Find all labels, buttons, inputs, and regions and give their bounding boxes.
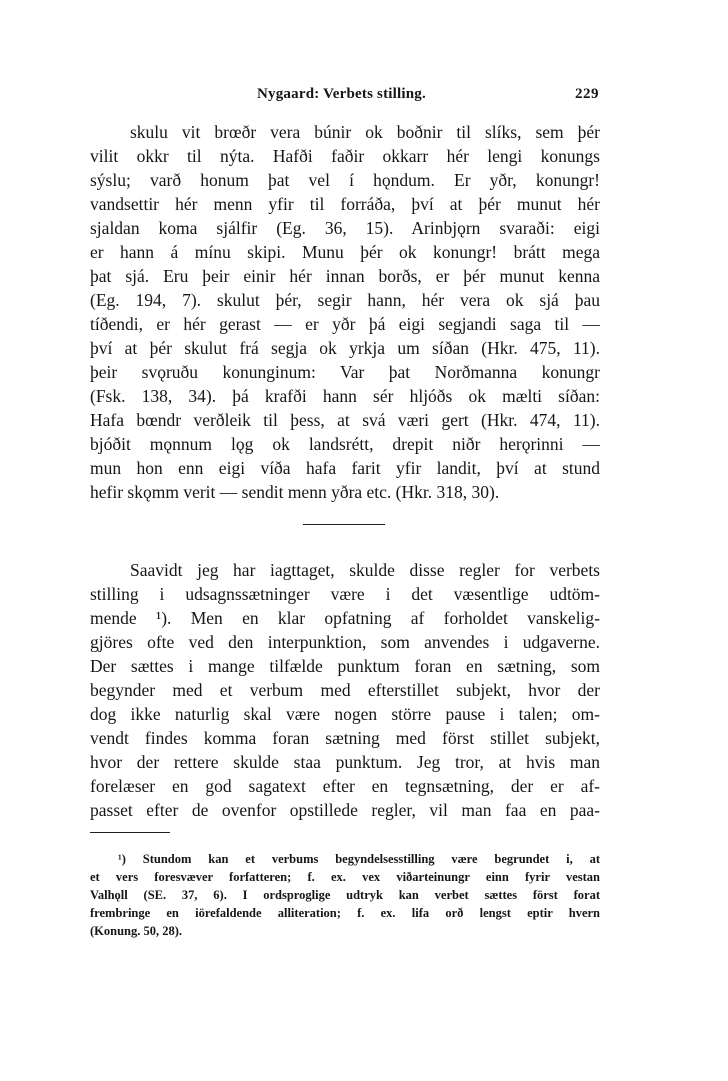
quote-line: hefir skǫmm verit — sendit menn yðra etc. (Hkr. 318, 30). xyxy=(90,482,500,502)
quote-line: vilit okkr til nýta. Hafði faðir okkarr hér lengi konungs xyxy=(90,146,600,166)
quote-line: sjaldan koma sjálfir (Eg. 36, 15). Arinbjǫrn svaraði: eigi xyxy=(90,218,600,238)
paragraph-line: begynder med et verbum med efterstillet subjekt, hvor der xyxy=(90,680,600,700)
paragraph-line: vendt findes komma foran sætning med först stillet subjekt, xyxy=(90,728,600,748)
page-number: 229 xyxy=(575,86,599,102)
paragraph-line: dog ikke naturlig skal være nogen större pause i talen; om- xyxy=(90,704,600,724)
quote-line: skulu vit brœðr vera búnir ok boðnir til slíks, sem þér xyxy=(130,122,600,142)
quote-line: vandsettir hér menn yfir til forráða, því at þér munut hér xyxy=(90,194,600,214)
footnote-line: Valhǫll (SE. 37, 6). I ordsproglige udtryk kan verbet sættes först forat xyxy=(90,888,600,902)
paragraph-line: passet efter de ovenfor opstillede regler, vil man faa en paa- xyxy=(90,800,600,820)
paragraph-line: stilling i udsagnssætninger være i det væsentlige udtöm- xyxy=(90,584,600,604)
quote-line: þat sjá. Eru þeir einir hér innan borðs, er þér munut kenna xyxy=(90,266,600,286)
paragraph-line: Saavidt jeg har iagttaget, skulde disse regler for verbets xyxy=(130,560,600,580)
paragraph-line: mende ¹). Men en klar opfatning af forholdet vanskelig- xyxy=(90,608,600,628)
quote-line: er hann á mínu skipi. Munu þér ok konungr! brátt mega xyxy=(90,242,600,262)
running-header xyxy=(0,86,728,108)
running-title: Nygaard: Verbets stilling. xyxy=(257,86,426,102)
quote-line: þeir svǫruðu konunginum: Var þat Norðmanna konungr xyxy=(90,362,600,382)
paragraph-line: hvor der rettere skulde staa punktum. Jeg tror, at hvis man xyxy=(90,752,600,772)
quote-line: sýslu; varð honum þat vel í hǫndum. Er yðr, konungr! xyxy=(90,170,600,190)
footnote-line: et vers foresvæver forfatteren; f. ex. vex viðarteinungr einn fyrir vestan xyxy=(90,870,600,884)
footnote-line: frembringe en iörefaldende alliteration; f. ex. lifa orð lengst eptir hvern xyxy=(90,906,600,920)
quote-line: því at þér skulut frá segja ok yrkja um síðan (Hkr. 475, 11). xyxy=(90,338,600,358)
quote-line: Hafa bœndr verðleik til þess, at svá væri gert (Hkr. 474, 11). xyxy=(90,410,600,430)
quote-line: (Eg. 194, 7). skulut þér, segir hann, hér vera ok sjá þau xyxy=(90,290,600,310)
quote-line: tíðendi, er hér gerast — er yðr þá eigi segjandi saga til — xyxy=(90,314,600,334)
quote-line: (Fsk. 138, 34). þá krafði hann sér hljóðs ok mælti síðan: xyxy=(90,386,600,406)
paragraph-line: forelæser en god sagatext efter en tegnsætning, der er af- xyxy=(90,776,600,796)
footnote-line: ¹) Stundom kan et verbums begyndelsesstilling være begrundet i, at xyxy=(118,852,600,866)
quote-line: bjóðit mǫnnum lǫg ok landsrétt, drepit niðr herǫrinni — xyxy=(90,434,600,454)
footnote-rule xyxy=(90,832,170,833)
paragraph-line: gjöres ofte ved den interpunktion, som anvendes i udgaverne. xyxy=(90,632,600,652)
footnote-line: (Konung. 50, 28). xyxy=(90,924,183,938)
section-divider xyxy=(303,524,385,525)
quote-line: mun hon enn eigi víða hafa farit yfir landit, því at stund xyxy=(90,458,600,478)
paragraph-line: Der sættes i mange tilfælde punktum foran en sætning, som xyxy=(90,656,600,676)
